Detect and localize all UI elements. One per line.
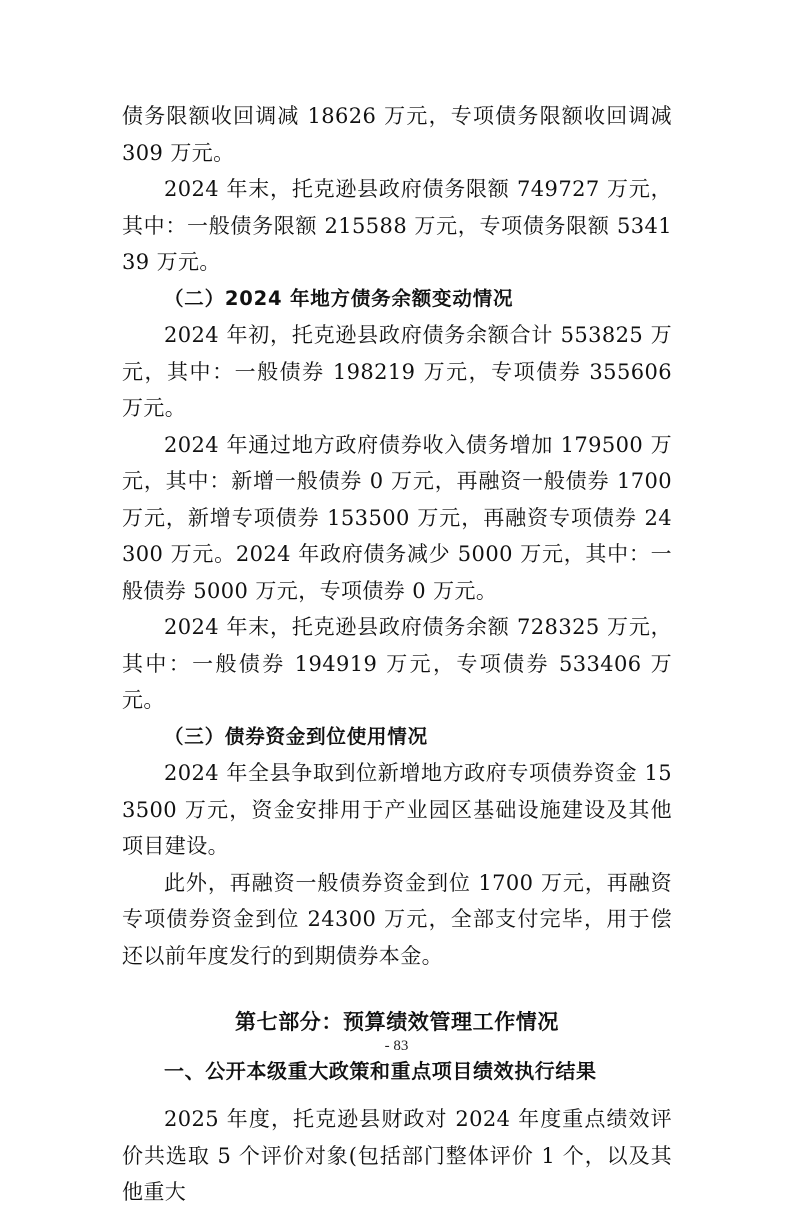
section-one-heading: 一、公开本级重大政策和重点项目绩效执行结果 — [164, 1058, 597, 1083]
paragraph-special-bond-funds: 2024 年全县争取到位新增地方政府专项债券资金 153500 万元，资金安排用于产业园区基础设施建设及其他项目建设。 — [122, 761, 672, 858]
paragraph-debt-balance-year-end: 2024 年末，托克逊县政府债务余额 728325 万元，其中：一般债券 194919 万元，专项债券 533406 万元。 — [122, 615, 672, 712]
paragraph-debt-limit-year-end: 2024 年末，托克逊县政府债务限额 749727 万元，其中：一般债务限额 215588 万元，专项债务限额 534139 万元。 — [122, 177, 672, 274]
subheading-debt-balance-changes: （二）2024 年地方债务余额变动情况 — [164, 286, 514, 310]
paragraph-debt-limit-reduction: 债务限额收回调减 18626 万元，专项债务限额收回调减 309 万元。 — [122, 104, 672, 165]
paragraph-debt-increase: 2024 年通过地方政府债券收入债务增加 179500 万元，其中：新增一般债券 0 万元，再融资一般债券 1700 万元，新增专项债券 153500 万元，再融资专项债券 24300 万元。2024 年政府债务减少 5000 万元，其中：一般债券 5000 万元，专项债券 0 万元。 — [122, 432, 672, 603]
part-seven-title: 第七部分：预算绩效管理工作情况 — [235, 1010, 559, 1034]
page-number: - 83 — [384, 1038, 409, 1054]
paragraph-performance-evaluation: 2025 年度，托克逊县财政对 2024 年度重点绩效评价共选取 5 个评价对象(包括部门整体评价 1 个，以及其他重大 — [122, 1107, 672, 1204]
paragraph-debt-balance-start: 2024 年初，托克逊县政府债务余额合计 553825 万元，其中：一般债券 198219 万元，专项债券 355606 万元。 — [122, 323, 672, 420]
paragraph-refinancing-bond-funds: 此外，再融资一般债券资金到位 1700 万元，再融资专项债券资金到位 24300 万元，全部支付完毕，用于偿还以前年度发行的到期债券本金。 — [122, 870, 672, 968]
subheading-bond-fund-usage: （三）债券资金到位使用情况 — [164, 724, 428, 748]
